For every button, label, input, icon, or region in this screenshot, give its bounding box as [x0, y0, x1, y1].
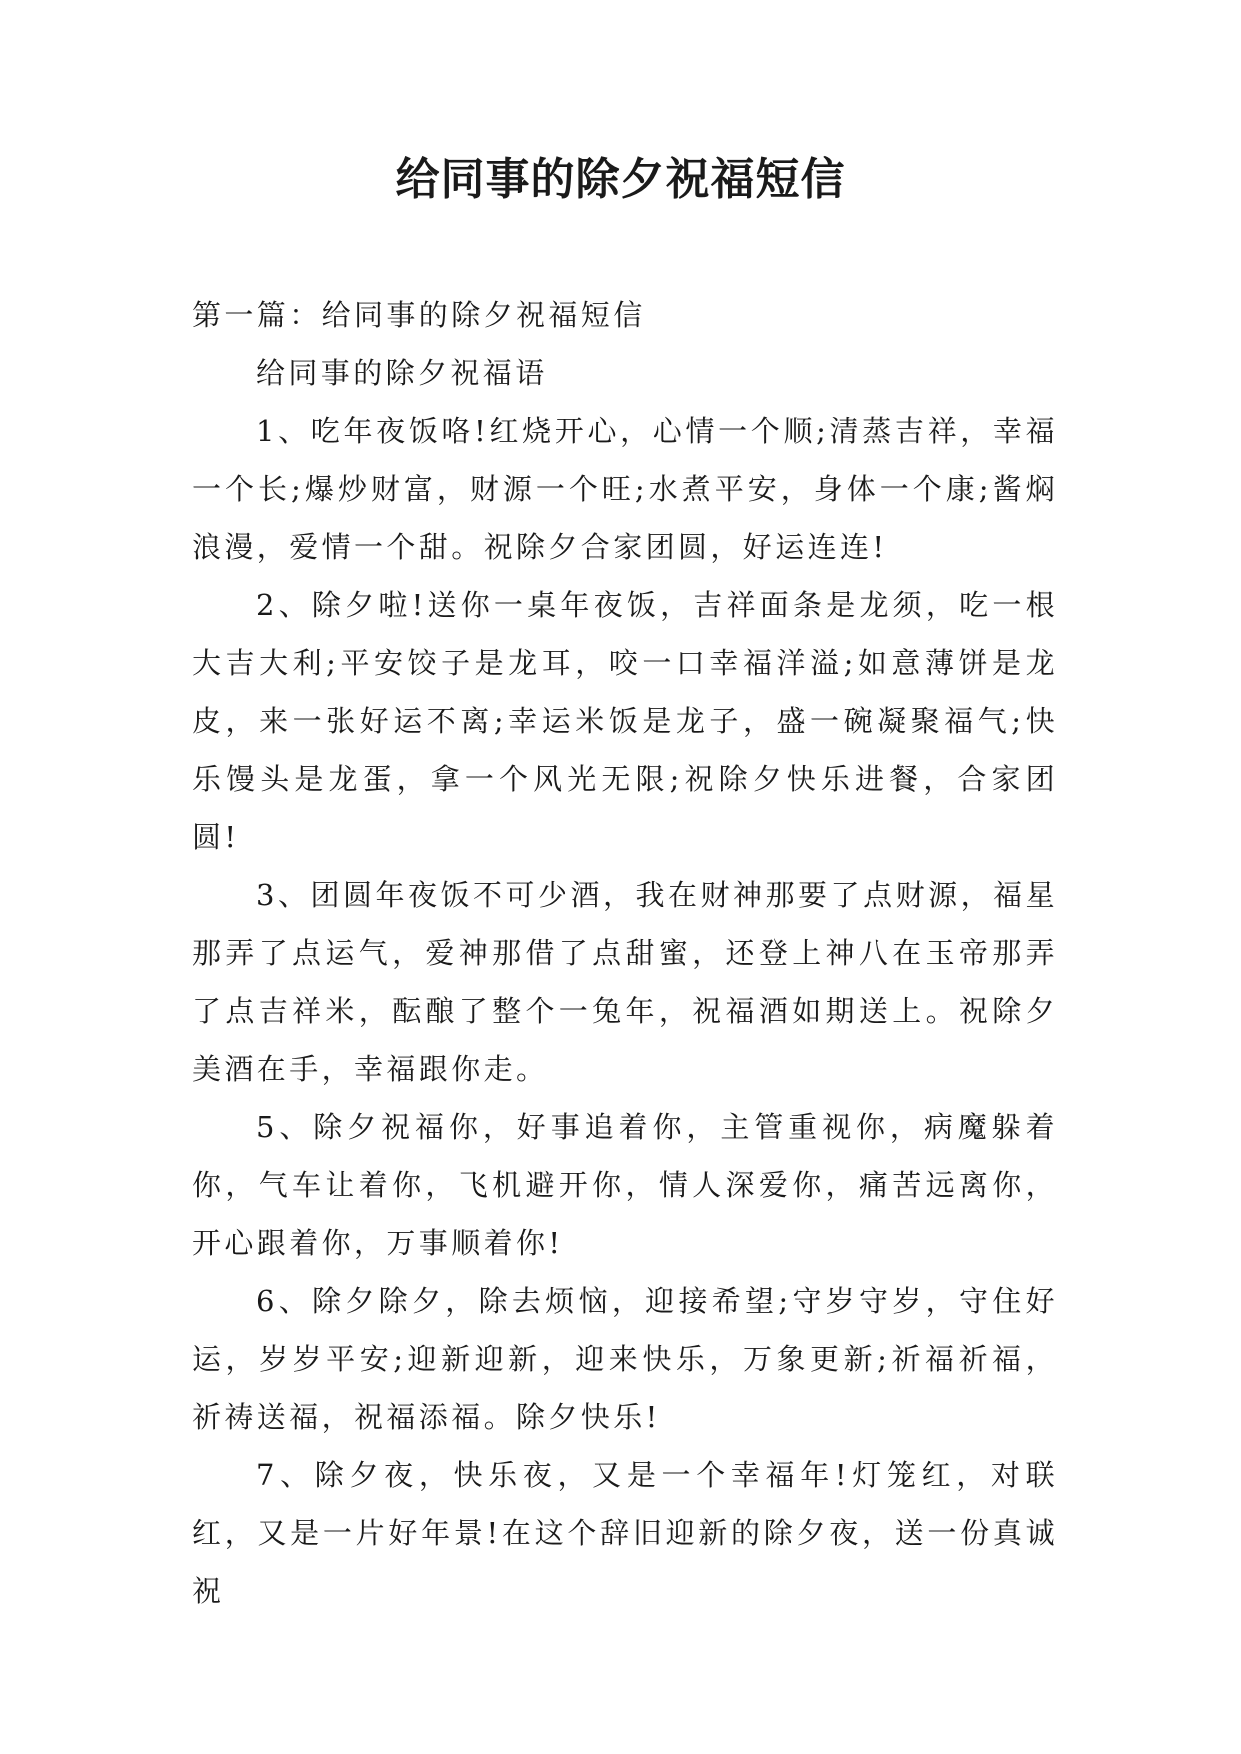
- section-heading: 第一篇：给同事的除夕祝福短信: [192, 298, 646, 332]
- paragraph: 2、除夕啦!送你一桌年夜饭，吉祥面条是龙须，吃一根大吉大利;平安饺子是龙耳，咬一口幸福洋溢;如意薄饼是龙皮，来一张好运不离;幸运米饭是龙子，盛一碗凝聚福气;快乐馒头是龙蛋，拿一个风光无限;祝除夕快乐进餐，合家团圆!: [192, 588, 1058, 854]
- paragraph: 1、吃年夜饭咯!红烧开心，心情一个顺;清蒸吉祥，幸福一个长;爆炒财富，财源一个旺;水煮平安，身体一个康;酱焖浪漫，爱情一个甜。祝除夕合家团圆，好运连连!: [192, 414, 1058, 564]
- subheading: 给同事的除夕祝福语: [256, 356, 548, 390]
- paragraph: 5、除夕祝福你，好事追着你，主管重视你，病魔躲着你，气车让着你，飞机避开你，情人深爱你，痛苦远离你，开心跟着你，万事顺着你!: [192, 1110, 1058, 1260]
- paragraph: 3、团圆年夜饭不可少酒，我在财神那要了点财源，福星那弄了点运气，爱神那借了点甜蜜，还登上神八在玉帝那弄了点吉祥米，酝酿了整个一兔年，祝福酒如期送上。祝除夕美酒在手，幸福跟你走。: [192, 878, 1058, 1086]
- document-body: [192, 286, 1058, 1620]
- document-title: 给同事的除夕祝福短信: [395, 154, 846, 205]
- paragraph: 7、除夕夜，快乐夜，又是一个幸福年!灯笼红，对联红，又是一片好年景!在这个辞旧迎新的除夕夜，送一份真诚祝: [192, 1458, 1058, 1608]
- paragraph: 6、除夕除夕，除去烦恼，迎接希望;守岁守岁，守住好运，岁岁平安;迎新迎新，迎来快乐，万象更新;祈福祈福，祈祷送福，祝福添福。除夕快乐!: [192, 1284, 1058, 1434]
